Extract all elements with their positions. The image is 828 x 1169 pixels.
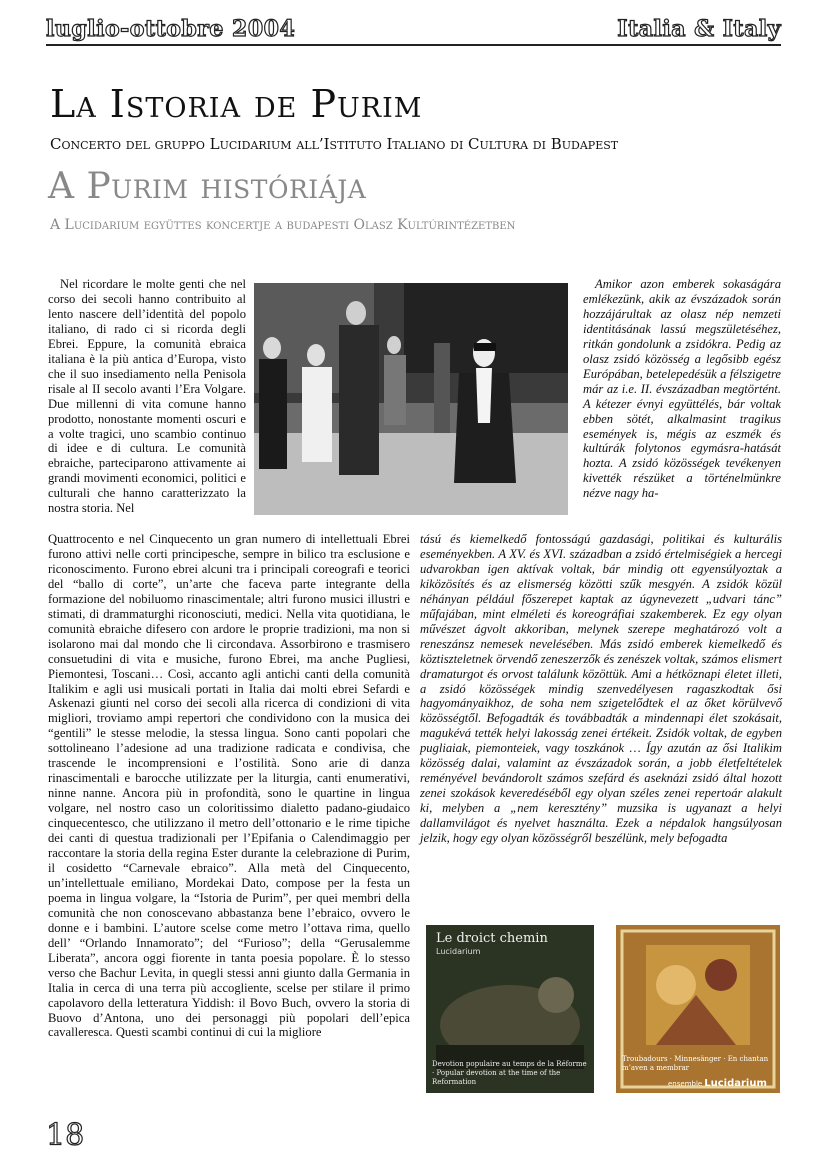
cd2-caption: Troubadours · Minnesänger · En chantan m’aven a membrar xyxy=(622,1055,769,1072)
cd-cover-troubadours xyxy=(616,925,780,1093)
article-title-italian: La Istoria de Purim xyxy=(50,82,423,126)
cd-cover-le-droict-chemin xyxy=(426,925,594,1093)
italian-text-top: Nel ricordare le molte genti che nel corso dei secoli hanno contribuito al lento nascere dell’identità del popolo italiano, di rado ci si ricorda degli Ebrei. Eppure, la comunità ebraica italiana è la più antica d’Europa, visto che il suo insediamento nella Penisola risale al II secolo avanti l’Era Volgare. Due millenni di vita comune hanno prodotto, nonostante momenti oscuri e a volte tragici, uno scambio continuo di idee e di cultura. Le comunità ebraiche, parteciparono attivamente ai grandi movimenti economici, politici e culturali che hanno caratterizzato la nostra storia. Nel xyxy=(48,277,246,516)
cd1-title: Le droict chemin xyxy=(436,931,548,946)
article-subtitle-italian: Concerto del gruppo Lucidarium all’Istituto Italiano di Cultura di Budapest xyxy=(50,135,619,153)
article-title-hungarian: A Purim históriája xyxy=(48,166,367,207)
hungarian-text-top: Amikor azon emberek sokaságára emlékezünk, akik az évszázadok során hozzájárultak az olasz nép nemzeti identitásának lassú megszületéséhez, ritkán gondolunk a zsidókra. Pedig az olasz zsidó közösség a legősibb egész Európában, betelepedésük a félszigetre már az i.e. II. évszázadban megtörtént. A kétezer évnyi együttélés, bár voltak ebben sötét, alkalmasint tragikus események is, mégis az eszmék és kultúrák folytonos egymásra-hatását hozta. A zsidó közösségek tevékenyen kivették részüket a történelmünkre nézve nagy ha- xyxy=(583,277,781,501)
hungarian-text-bottom: tású és kiemelkedő fontosságú gazdasági, politikai és kulturális eseményekben. A XV. és XVI. században a zsidó értelmiségiek a hercegi udvarokban igen aktívak voltak, bár mindig ott egyensúlyoztak a kiközösítés és az elismerség közötti szűk mesgyén. A zsidók közül néhányan például főszerepet kaptak az úgynevezett „udvari tánc” műfajában, mint elméleti és koreográfiai szakemberek. Ez egy olyan művészet ágvolt akkoriban, melynek szerepe meghatározó volt a reneszánsz nemesek nevelésében. Más zsidó emberek kiemelkedő és köztiszteletnek örvendő zeneszerzők és zenészek voltak, számos elismert dramaturgot és orvost találunk közöttük. Ami a hétköznapi életet illeti, a zsidó közösségek mindig szenvedélyesen ragaszkodtak ősi hagyományaikhoz, de soha nem szigetelődtek el az őket körülvevő közösségtől. Befogadták és továbbadták a mindennapi élet szokásait, magukévá tették helyi lakosság zenei értékeit. Zsidók voltak, de egyben pugliaiak, piemonteiek, vagy toszkánok … Így azután az ősi Italikim közösség dalai, valamint az évszázadok során, a jobb életfeltételek reményével bevándorolt számos szefárd és aseknázi zsidó által hozott zenei szokások keveredéséből egy olyan széles zenei repertoár alakult ki, melyben a „nem keresztény” muzsika is ugyanazt a helyi dallamvilágot és nyelvet használta. Ezek a népdalok hangsúlyosan jelzik, hogy egy olyan közösségről beszélünk, mely befogadta xyxy=(420,532,782,846)
article-subtitle-hungarian: A Lucidarium együttes koncertje a budapesti Olasz Kultúrintézetben xyxy=(50,217,516,233)
page-number: 18 xyxy=(46,1118,85,1153)
concert-photo xyxy=(254,283,568,515)
cd1-ensemble: Lucidarium xyxy=(436,947,481,956)
section-title: Italia & Italy xyxy=(617,16,781,42)
issue-date: luglio-ottobre 2004 xyxy=(46,16,296,42)
cd2-brand xyxy=(668,1078,767,1089)
cd2-brand-name: Lucidarium xyxy=(704,1078,767,1089)
cd2-ensemble: ensemble xyxy=(668,1080,703,1088)
cd1-caption: Devotion populaire au temps de la Réforme · Popular devotion at the time of the Reformation xyxy=(432,1060,587,1086)
italian-text-bottom: Quattrocento e nel Cinquecento un gran numero di intellettuali Ebrei furono attivi nelle corti principesche, sempre in bilico tra esclusione e riconoscimento. Furono ebrei alcuni tra i principali coreografi e teorici del “ballo di corte”, un’arte che faceva parte integrante della formazione del nobiluomo rinascimentale; altri furono musici illustri e stimati, di drammaturghi riconosciuti, medici. Nella vita quotidiana, le comunità ebraiche difesero con ardore le proprie tradizioni, ma non si isolarono mai dal mondo che li circondava. Assorbirono e trasmisero consuetudini di vita e musiche, furono Ebrei, ma anche Pugliesi, Piemontesi, Toscani… Così, accanto agli antichi canti della comunità Italikim e agli usi musicali portati in Italia dai molti ebrei Sefardi e Askenazi giunti nel corso dei secoli alla ricerca di condizioni di vita migliori, troviamo ampi repertori che condividono con la musica dei “gentili” le stesse melodie, la stessa lingua. Sono canti popolari che sottolineano l’adesione ad una tradizione radicata e condivisa, che trascende le incomprensioni e l’ostilità. Sono arie di danza rinascimentali e barocche utilizzate per la liturgia, canti enumerativi, ninne nanne. Ancora più in profondità, sono le quartine in lingua volgare, nel nostro caso un coloritissimo dialetto padano-giudaico cinquecentesco, che utilizzano il metro dell’ottonario e le rime tipiche dei canti di questua tradizionali per l’Epifania o Calendimaggio per raccontare la storia della regina Ester durante la celebrazione di Purim, il cosidetto “Carnevale ebraico”. Alla metà del Cinquecento, un’intellettuale emiliano, Mordekai Dato, compose per la festa un poema in lingua volgare, la “Istoria de Purim”, per quei membri della comunità che non conoscevano abbastanza bene l’ebraico, ovvero le donne e i bambini. L’autore scelse come metro l’ottava rima, quello dell’ “Orlando Innamorato”; del “Furioso”; della “Gerusalemme Liberata”, ancora oggi fiorente in tanta poesia popolare. È lo stesso verso che Bachur Levita, in quegli stessi anni giunto dalla Germania in Italia in cerca di una terra più accogliente, scelse per stilare il primo capolavoro della letteratura Yiddish: il Bovo Buch, ovvero la storia di Buovo d’Antona, uno dei personaggi più popolari dell’epica cavalleresca. Questi scambi continui di cui la migliore xyxy=(48,532,410,1040)
header-rule xyxy=(46,44,781,46)
